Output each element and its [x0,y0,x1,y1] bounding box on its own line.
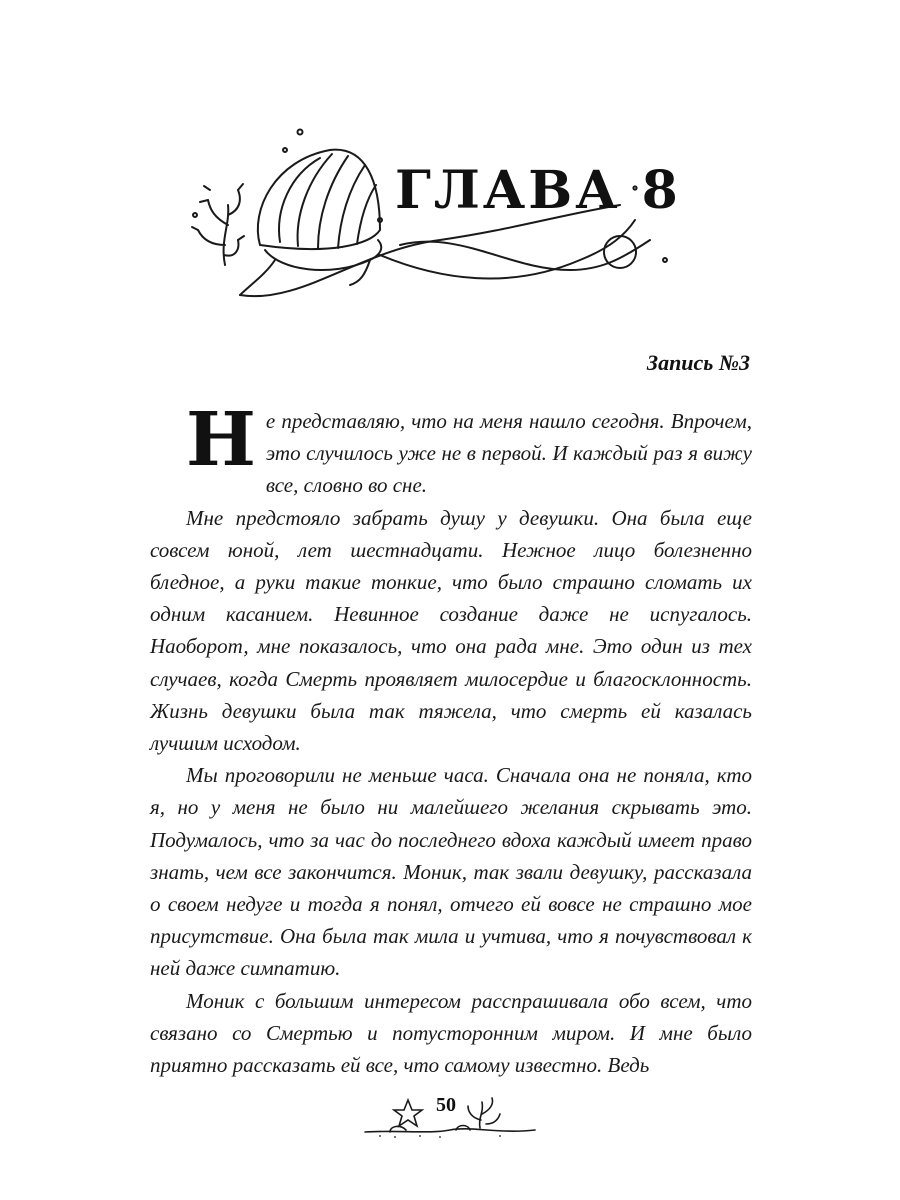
entry-heading: Запись №3 [646,350,750,375]
paragraph [150,397,752,502]
chapter-header [180,120,700,310]
page-number: 50 [436,1094,456,1116]
page-footer [360,1090,540,1140]
paragraph: Моник с большим интересом расспрашивала обо всем, что связано со Смертью и потусторонним миром. И мне было приятно рассказать ей все, что самому известно. Ведь [150,988,752,1078]
drop-cap: Н [186,397,256,483]
paragraph: Мне предстояло забрать душу у девушки. Она была еще совсем юной, лет шестнадцати. Нежное лицо болезненно бледное, а руки такие тонкие, что было страшно сломать их одним касанием. Невинное создание даже не испугалось. Наоборот, мне показалось, что она рада мне. Это один из тех случаев, когда Смерть проявляет милосердие и благосклонность. Жизнь девушки была так тяжела, что смерть ей казалась лучшим исходом. [150,505,752,756]
chapter-title: ГЛАВА 8 [395,160,681,221]
paragraph: Мы проговорили не меньше часа. Сначала она не поняла, кто я, но у меня не было ни малейшего желания скрывать это. Подумалось, что за час до последнего вдоха каждый имеет право знать, чем все закончится. Моник, так звали девушку, рассказала о своем недуге и тогда я понял, отчего ей вовсе не страшно мое присутствие. Она была так мила и учтива, что я почувствовал к ней даже симпатию. [150,763,752,981]
body-text [150,397,752,1081]
paragraph-text: е представляю, что на меня нашло сегодня. Впрочем, это случилось уже не в первой. И каждый раз я вижу все, словно во сне. [265,409,752,498]
